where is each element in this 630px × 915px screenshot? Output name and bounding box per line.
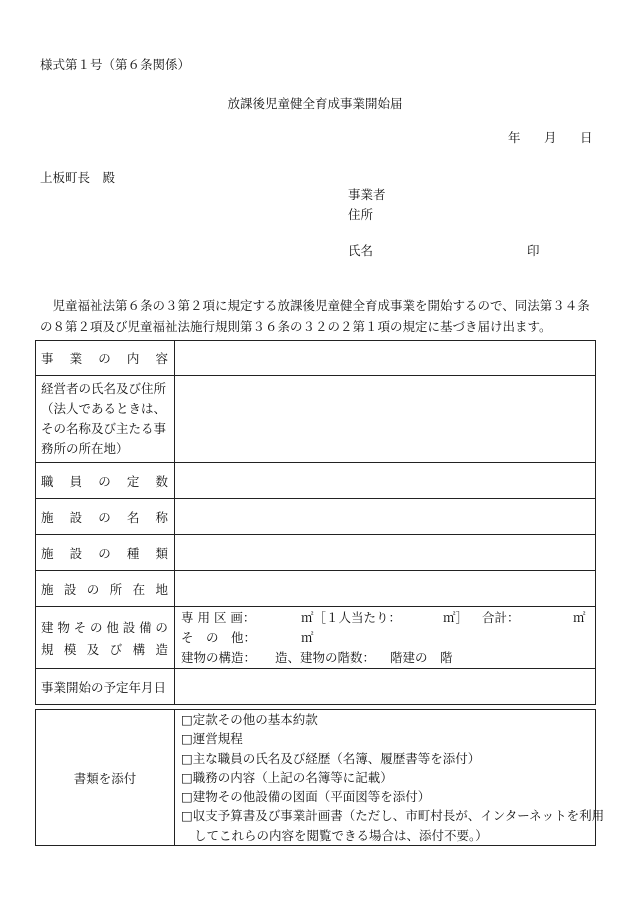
label-char: 内 — [126, 351, 140, 366]
label-char: 称 — [155, 509, 168, 525]
field-facility-name[interactable] — [175, 499, 596, 535]
field-operator[interactable] — [175, 376, 596, 463]
row-building-scale — [36, 607, 596, 669]
row-content — [36, 341, 596, 376]
attachment-item-5-cont: してこれらの内容を閲覧できる場合は、添付不要。） — [194, 827, 488, 843]
label-line: 経営者の氏名及び住所 — [41, 381, 167, 396]
dedicated-area-line — [181, 608, 595, 628]
row-facility-location — [36, 571, 596, 607]
document-title: 放課後児童健全育成事業開始届 — [227, 96, 403, 111]
label-char: 地 — [155, 581, 168, 597]
field-staff[interactable] — [175, 463, 596, 499]
row-facility-type — [36, 535, 596, 571]
structure-line — [181, 648, 595, 668]
label-char: 種 — [126, 545, 140, 561]
label-char: 類 — [155, 545, 168, 561]
other-area-line — [181, 628, 595, 648]
field-content[interactable] — [175, 341, 596, 376]
label-line: その名称及び主たる事 — [41, 421, 167, 436]
other-area-label: そ の 他： — [181, 629, 257, 645]
label-char: の — [98, 545, 111, 561]
dedicated-area-label: 専 用 区 画： — [181, 609, 256, 625]
info-table — [35, 340, 596, 705]
label-char: の — [98, 473, 111, 489]
form-number: 様式第１号（第６条関係） — [40, 57, 191, 72]
structure-label: 建物の構造： — [181, 649, 257, 665]
label-char: 事 — [41, 351, 54, 366]
row-facility-name — [36, 499, 596, 535]
label-char: 建 — [41, 619, 54, 635]
label-operator — [41, 376, 174, 462]
body-text: 児童福祉法第６条の３第２項に規定する放課後児童健全育成事業を開始するので、同法第３４条の８第２項及び児童福祉法施行規則第３６条の３２の２第１項の規定に基づき届け出ます。 — [40, 298, 590, 334]
label-char: の — [98, 351, 111, 366]
label-char: 備 — [139, 619, 152, 635]
label-char: 造 — [155, 641, 168, 657]
floors-unit: 階建の 階 — [390, 649, 453, 665]
attachment-item-0[interactable]: □定款その他の基本約款 — [181, 712, 318, 727]
name-label: 氏名 — [348, 243, 374, 258]
label-building-scale-2 — [41, 640, 174, 658]
label-char: の — [98, 509, 111, 525]
attachment-item-3[interactable]: □職務の内容（上記の名簿等に記載） — [181, 769, 393, 785]
field-facility-location[interactable] — [175, 571, 596, 607]
address-label: 住所 — [348, 207, 374, 222]
label-char: 所 — [109, 581, 123, 597]
row-start-date — [36, 669, 596, 705]
label-start-date: 事業開始の予定年月日 — [41, 679, 167, 695]
seal-label: 印 — [527, 243, 540, 258]
label-char: 職 — [41, 473, 54, 489]
field-building-scale[interactable] — [175, 607, 596, 669]
label-char: の — [155, 619, 168, 635]
label-char: 施 — [41, 545, 54, 561]
label-char: 他 — [106, 619, 119, 635]
label-facility-location — [41, 580, 174, 598]
label-char: の — [90, 619, 103, 635]
attachments-table — [35, 709, 605, 846]
label-char: 在 — [132, 581, 146, 597]
attachments-list — [175, 710, 605, 846]
label-facility-type — [41, 544, 174, 562]
label-char: 規 — [41, 641, 54, 657]
label-building-scale-1 — [41, 618, 174, 636]
structure-unit: 造、建物の階数： — [275, 649, 376, 665]
label-line: （法人であるときは、 — [41, 401, 167, 416]
business-label: 事業者 — [348, 187, 386, 202]
label-char: 定 — [126, 473, 140, 489]
total-label: 合計： — [482, 609, 520, 625]
label-char: 構 — [132, 641, 146, 657]
label-char: 設 — [63, 581, 77, 597]
date-year: 年 — [508, 130, 521, 145]
date-month: 月 — [544, 130, 557, 145]
label-char: 設 — [69, 545, 83, 561]
row-operator — [36, 376, 596, 463]
label-char: 名 — [126, 509, 140, 525]
addressee: 上板町長 殿 — [40, 170, 116, 185]
attachment-item-4[interactable]: □建物その他設備の図面（平面図等を添付） — [181, 789, 431, 805]
row-staff — [36, 463, 596, 499]
attachments-label: 書類を添付 — [36, 710, 175, 846]
other-area-unit: ㎡ — [301, 629, 314, 645]
label-char: 模 — [63, 641, 77, 657]
label-char: 業 — [69, 351, 83, 366]
label-staff — [41, 472, 174, 490]
label-char: 及 — [86, 641, 100, 657]
attachment-item-2[interactable]: □主な職員の氏名及び経歴（名簿、履歴書等を添付） — [181, 750, 481, 766]
dedicated-area-unit: ㎡［１人当たり： — [301, 609, 402, 625]
label-char: 施 — [41, 509, 54, 525]
label-line: 務所の所在地） — [41, 441, 129, 456]
label-char: 物 — [57, 619, 70, 635]
label-char: 数 — [155, 473, 168, 489]
field-start-date[interactable] — [175, 669, 596, 705]
label-char: の — [86, 581, 100, 597]
label-content — [41, 349, 174, 367]
label-char: び — [109, 641, 123, 657]
label-char: 設 — [122, 619, 136, 635]
attachment-item-5[interactable]: □収支予算書及び事業計画書（ただし、市町村長が、インターネットを利用 — [181, 808, 605, 824]
label-char: 容 — [155, 351, 168, 366]
label-char: 施 — [41, 581, 54, 597]
attachment-item-1[interactable]: □運営規程 — [181, 731, 243, 747]
date-day: 日 — [580, 130, 593, 145]
label-char: そ — [73, 619, 87, 635]
field-facility-type[interactable] — [175, 535, 596, 571]
total-unit: ㎡ — [573, 609, 586, 625]
per-person-unit: ㎡］ — [443, 609, 469, 625]
label-facility-name — [41, 508, 174, 526]
label-char: 員 — [69, 473, 83, 489]
label-char: 設 — [69, 509, 83, 525]
